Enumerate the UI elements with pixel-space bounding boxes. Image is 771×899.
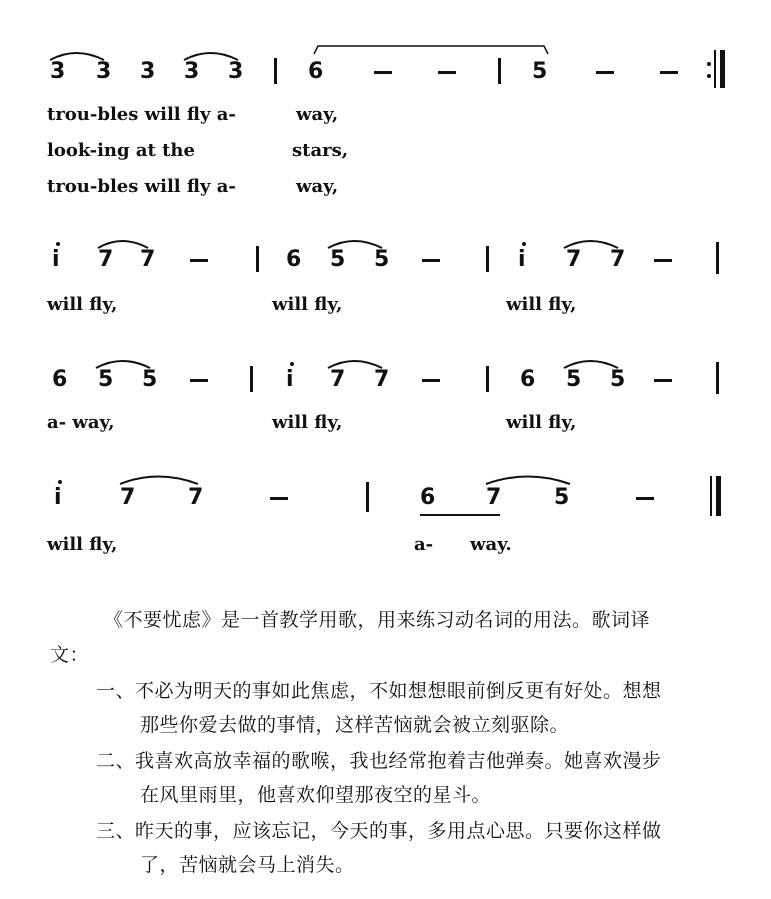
octave-dot bbox=[290, 362, 294, 366]
octave-dot bbox=[56, 242, 60, 246]
note: i bbox=[518, 247, 526, 272]
bar-line bbox=[250, 366, 253, 392]
note: 3 bbox=[184, 59, 200, 84]
lyric: way. bbox=[470, 534, 512, 555]
tie bbox=[312, 44, 552, 56]
note: 3 bbox=[228, 59, 244, 84]
dash bbox=[190, 379, 208, 382]
dash bbox=[438, 71, 456, 74]
lyric: way, bbox=[296, 176, 339, 197]
note: 5 bbox=[610, 367, 626, 392]
lyric: look-ing at the bbox=[47, 140, 195, 161]
note: 6 bbox=[286, 247, 302, 272]
note: 5 bbox=[554, 485, 570, 510]
bar-line bbox=[716, 476, 721, 516]
note: 7 bbox=[98, 247, 114, 272]
note: 6 bbox=[308, 59, 324, 84]
lyric: will fly, bbox=[47, 294, 118, 315]
bar-line bbox=[716, 362, 719, 394]
lyric: trou-bles will fly a- bbox=[47, 176, 236, 197]
lyric: a- way, bbox=[47, 412, 115, 433]
slur bbox=[118, 472, 202, 486]
note: 7 bbox=[330, 367, 346, 392]
bar-line bbox=[710, 476, 712, 516]
dash bbox=[422, 259, 440, 262]
note: 3 bbox=[96, 59, 112, 84]
verse-translation-3: 了，苦恼就会马上消失。 bbox=[140, 854, 355, 876]
note: 6 bbox=[520, 367, 536, 392]
note: 7 bbox=[486, 485, 502, 510]
note: 5 bbox=[374, 247, 390, 272]
note: 7 bbox=[140, 247, 156, 272]
bar-line bbox=[256, 246, 259, 272]
dash bbox=[270, 497, 288, 500]
intro-line: 《不要忧虑》是一首教学用歌，用来练习动名词的用法。歌词译 bbox=[104, 609, 651, 631]
octave-dot bbox=[522, 242, 526, 246]
bar-line bbox=[714, 50, 716, 88]
note: 6 bbox=[420, 485, 436, 510]
note: 7 bbox=[610, 247, 626, 272]
bar-line bbox=[720, 50, 725, 88]
verse-translation-2: 在风里雨里，他喜欢仰望那夜空的星斗。 bbox=[140, 784, 492, 806]
repeat-dot bbox=[707, 62, 711, 66]
underline bbox=[420, 514, 500, 516]
lyric: trou-bles will fly a- bbox=[47, 104, 236, 125]
dash bbox=[636, 497, 654, 500]
bar-line bbox=[366, 482, 369, 512]
note: 5 bbox=[98, 367, 114, 392]
octave-dot bbox=[58, 480, 62, 484]
bar-line bbox=[486, 246, 489, 272]
dash bbox=[654, 379, 672, 382]
note: i bbox=[52, 247, 60, 272]
note: 5 bbox=[142, 367, 158, 392]
dash bbox=[654, 259, 672, 262]
lyric: will fly, bbox=[272, 412, 343, 433]
note: 5 bbox=[566, 367, 582, 392]
verse-translation-1: 那些你爱去做的事情，这样苦恼就会被立刻驱除。 bbox=[140, 714, 570, 736]
repeat-dot bbox=[707, 74, 711, 78]
dash bbox=[596, 71, 614, 74]
lyric: will fly, bbox=[506, 412, 577, 433]
dash bbox=[660, 71, 678, 74]
note: i bbox=[286, 367, 294, 392]
verse-translation-2: 二、我喜欢高放幸福的歌喉，我也经常抱着吉他弹奏。她喜欢漫步 bbox=[96, 750, 662, 772]
verse-translation-3: 三、昨天的事，应该忘记，今天的事，多用点心思。只要你这样做 bbox=[96, 820, 662, 842]
dash bbox=[374, 71, 392, 74]
bar-line bbox=[274, 58, 277, 84]
note: i bbox=[54, 485, 62, 510]
bar-line bbox=[486, 366, 489, 392]
note: 3 bbox=[50, 59, 66, 84]
slur bbox=[484, 472, 574, 486]
note: 6 bbox=[52, 367, 68, 392]
dash bbox=[190, 259, 208, 262]
bar-line bbox=[716, 242, 719, 274]
lyric: a- bbox=[414, 534, 434, 555]
lyric: will fly, bbox=[272, 294, 343, 315]
note: 7 bbox=[120, 485, 136, 510]
lyric: way, bbox=[296, 104, 339, 125]
intro-line: 文： bbox=[50, 644, 90, 666]
note: 7 bbox=[566, 247, 582, 272]
note: 7 bbox=[374, 367, 390, 392]
verse-translation-1: 一、不必为明天的事如此焦虑，不如想想眼前倒反更有好处。想想 bbox=[96, 680, 662, 702]
lyric: stars, bbox=[292, 140, 348, 161]
lyric: will fly, bbox=[47, 534, 118, 555]
note: 5 bbox=[532, 59, 548, 84]
note: 7 bbox=[188, 485, 204, 510]
note: 5 bbox=[330, 247, 346, 272]
bar-line bbox=[498, 58, 501, 84]
lyric: will fly, bbox=[506, 294, 577, 315]
note: 3 bbox=[140, 59, 156, 84]
dash bbox=[422, 379, 440, 382]
